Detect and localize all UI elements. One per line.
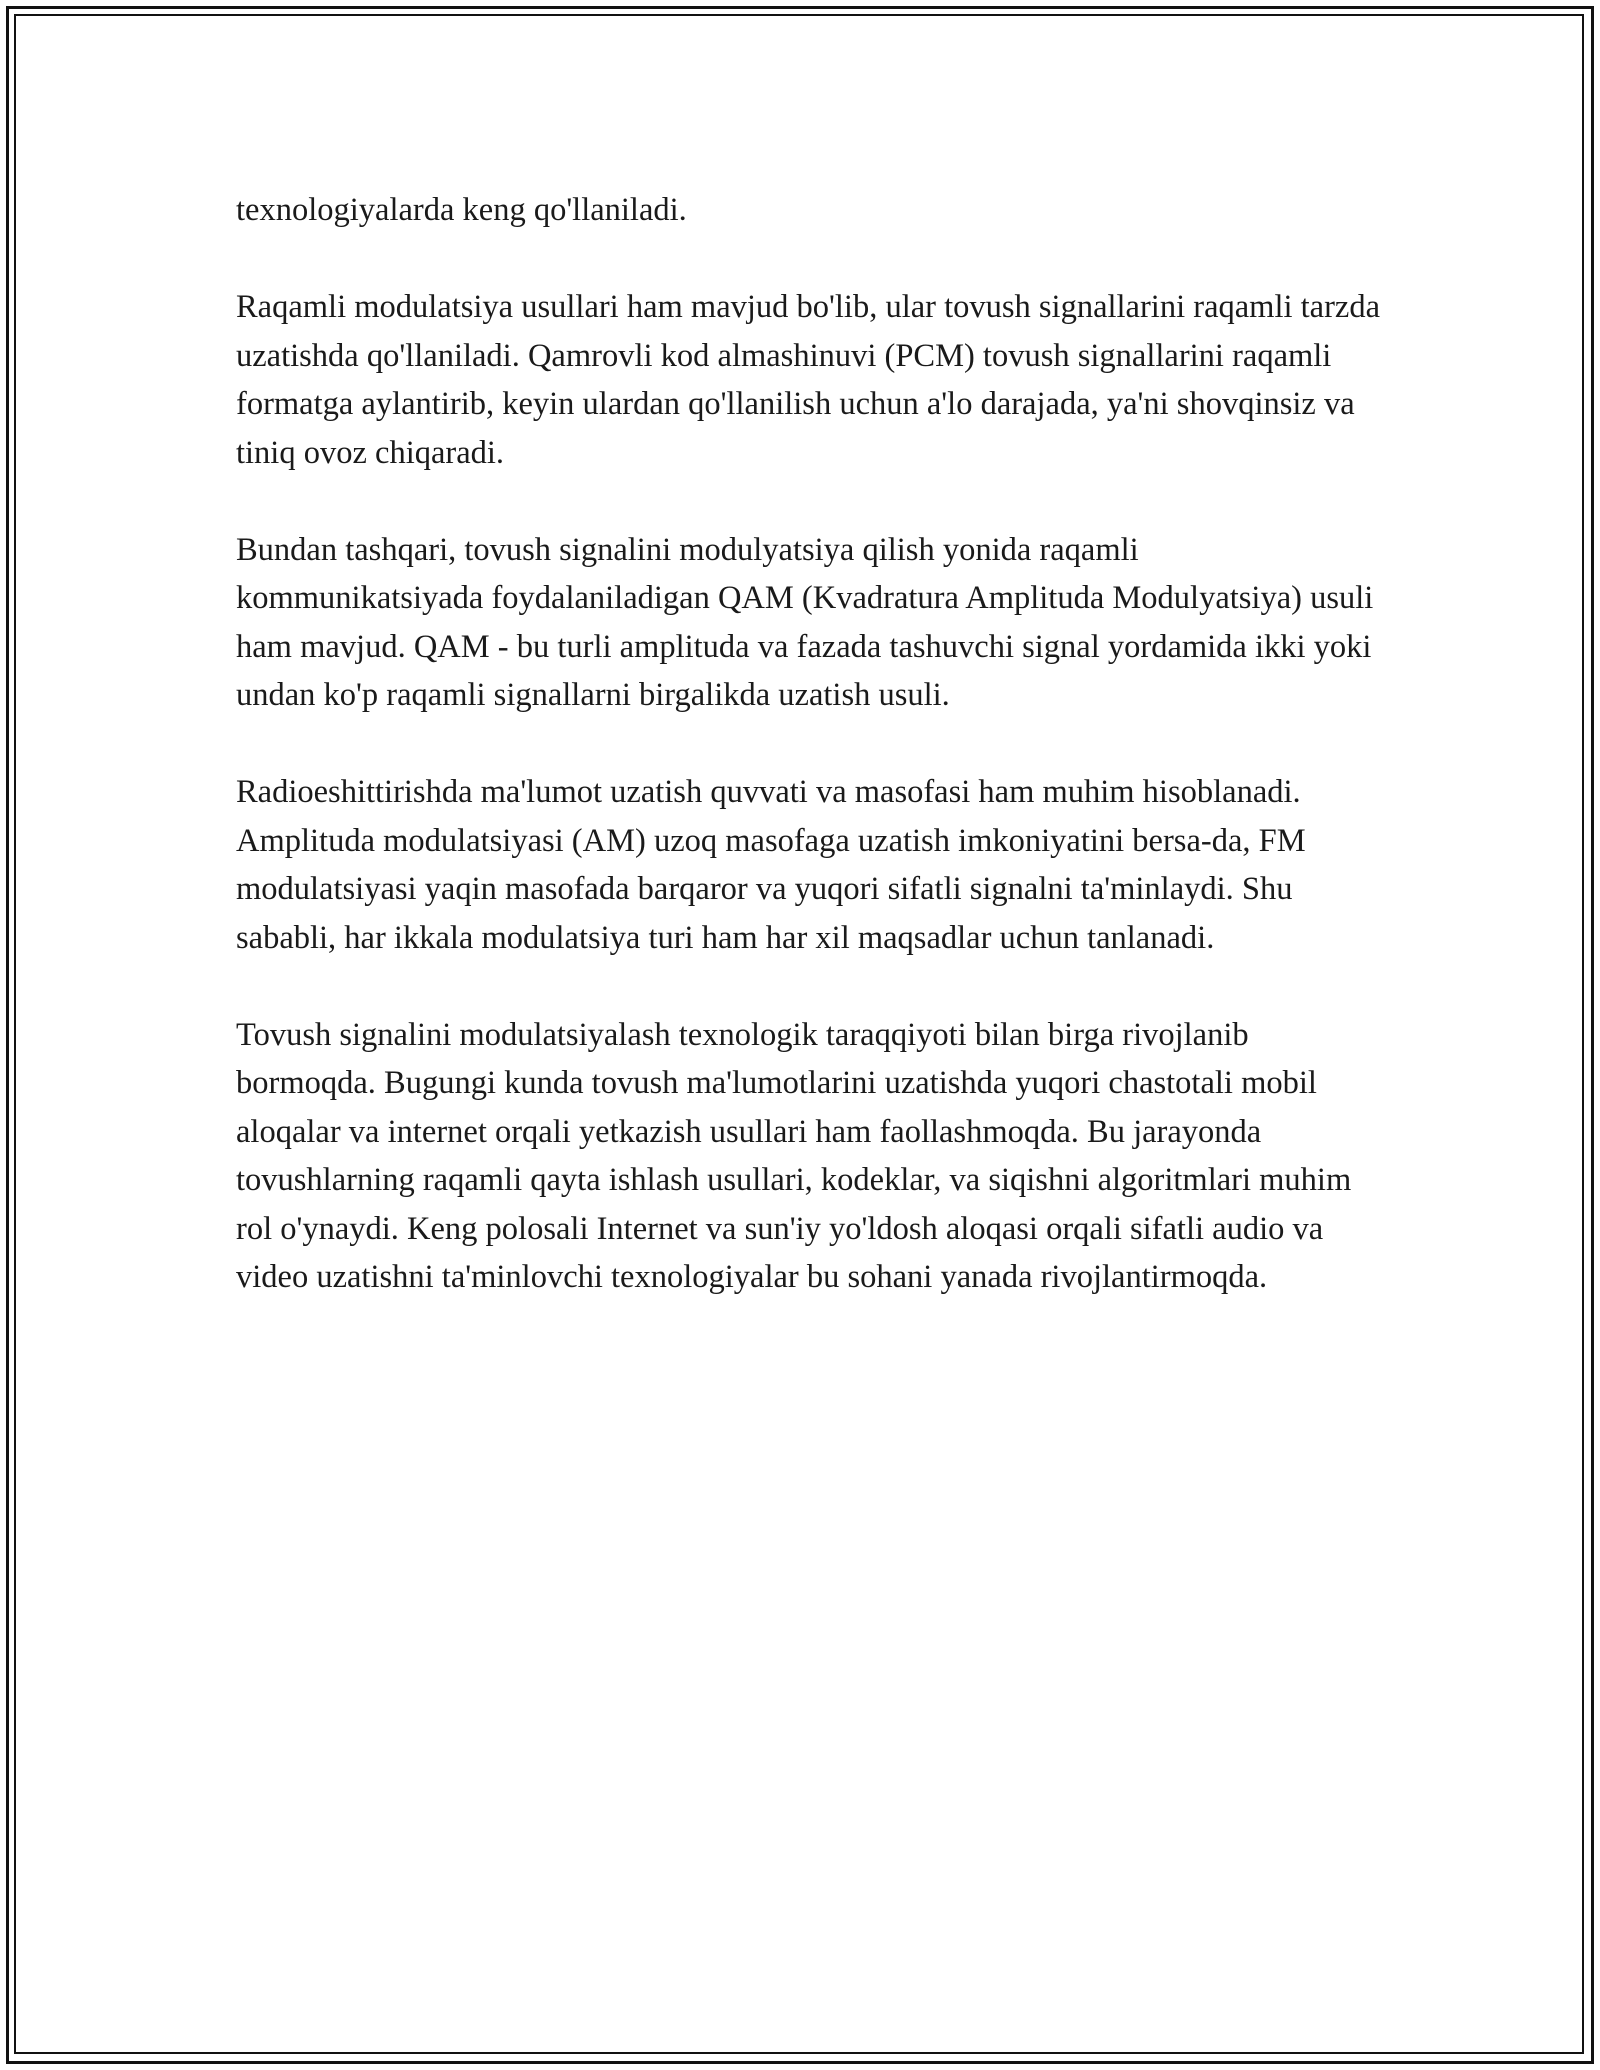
paragraph-4: Radioeshittirishda ma'lumot uzatish quvvati va masofasi ham muhim hisoblanadi. Amplituda modulatsiyasi (AM) uzoq masofaga uzatish imkoniyatini bersa-da, FM modulatsiyasi yaqin masofada barqaror va yuqori sifatli signalni ta'minlaydi. Shu sababli, har ikkala modulatsiya turi ham har xil maqsadlar uchun tanlanadi. bbox=[236, 774, 1306, 956]
paragraph-2: Raqamli modulatsiya usullari ham mavjud bo'lib, ular tovush signallarini raqamli tarzda uzatishda qo'llaniladi. Qamrovli kod almashinuvi (PCM) tovush signallarini raqamli formatga aylantirib, keyin ulardan qo'llanilish uchun a'lo darajada, ya'ni shovqinsiz va tiniq ovoz chiqaradi. bbox=[236, 289, 1381, 471]
paragraph-5: Tovush signalini modulatsiyalash texnologik taraqqiyoti bilan birga rivojlanib bormoqda. Bugungi kunda tovush ma'lumotlarini uzatishda yuqori chastotali mobil aloqalar va internet orqali yetkazish usullari ham faollashmoqda. Bu jarayonda tovushlarning raqamli qayta ishlash usullari, kodeklar, va siqishni algoritmlari muhim rol o'ynaydi. Keng polosali Internet va sun'iy yo'ldosh aloqasi orqali sifatli audio va video uzatishni ta'minlovchi texnologiyalar bu sohani yanada rivojlantirmoqda. bbox=[236, 1016, 1352, 1295]
paragraph-1: texnologiyalarda keng qo'llaniladi. bbox=[236, 192, 687, 228]
document-body bbox=[236, 186, 1386, 1350]
paragraph-3: Bundan tashqari, tovush signalini modulyatsiya qilish yonida raqamli kommunikatsiyada foydalaniladigan QAM (Kvadratura Amplituda Modulyatsiya) usuli ham mavjud. QAM - bu turli amplituda va fazada tashuvchi signal yordamida ikki yoki undan ko'p raqamli signallarni birgalikda uzatish usuli. bbox=[236, 531, 1374, 713]
